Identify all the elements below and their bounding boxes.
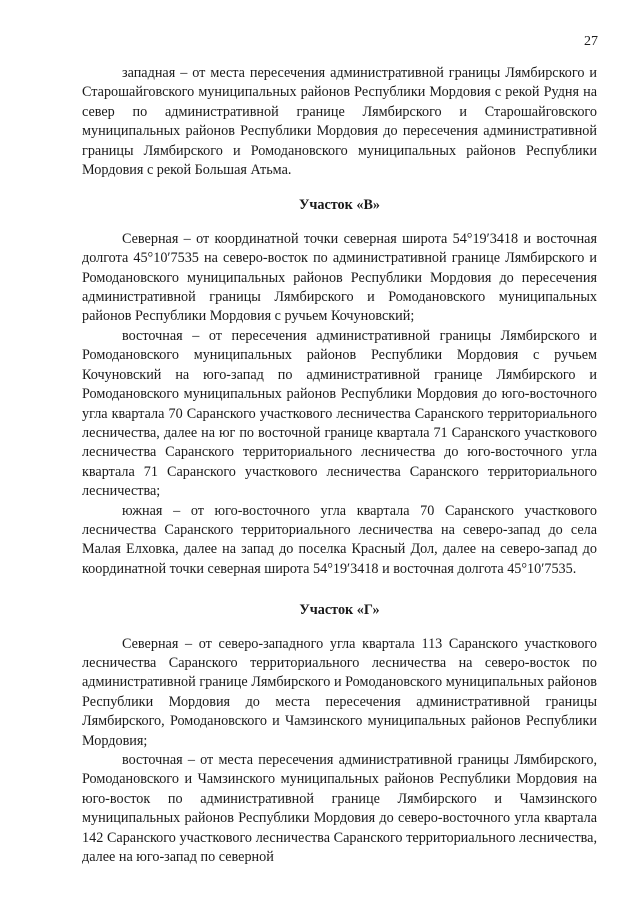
section-heading-b: Участок «В»	[298, 197, 381, 214]
section-g-paragraph-north: Северная – от северо-западного угла квартала 113 Саранского участкового лесничества Саранского территориального лесничества на северо-восток по административной границе Лямбирского и Ромодановского муниципальных районов Республики Мордовия до места пересечения административной границы Лямбирского, Ромодановского и Чамзинского муниципальных районов Республики Мордовия;	[82, 635, 597, 749]
section-b-paragraph-east: восточная – от пересечения административной границы Лямбирского и Ромодановского муниципальных районов Республики Мордовия с ручьем Кочуновский на юго-запад по административной границе Лямбирского и Ромодановского муниципальных районов Республики Мордовия до юго-восточного угла квартала 70 Саранского участкового лесничества Саранского территориального лесничества, далее на юг по восточной границе квартала 71 Саранского участкового лесничества Саранского территориального лесничества до юго-восточного угла квартала 71 Саранского участкового лесничества Саранского территориального лесничества;	[82, 327, 597, 500]
section-heading-g: Участок «Г»	[299, 602, 380, 619]
intro-paragraph: западная – от места пересечения административной границы Лямбирского и Старошайговского муниципальных районов Республики Мордовия с рекой Рудня на север по административной границе Лямбирского и Старошайговского муниципальных районов Республики Мордовия до пересечения административной границы Лямбирского и Ромодановского муниципальных районов Республики Мордовия с рекой Большая Атьма.	[82, 65, 597, 179]
section-b-paragraph-south: южная – от юго-восточного угла квартала 70 Саранского участкового лесничества Саранского территориального лесничества на северо-запад до села Малая Елховка, далее на запад до поселка Красный Дол, далее на северо-запад до координатной точки северная широта 54°19′3418 и восточная долгота 45°10′7535.	[82, 502, 597, 577]
section-g-paragraph-east: восточная – от места пересечения административной границы Лямбирского, Ромодановского и Чамзинского муниципальных районов Республики Мордовия на юго-восток по административной границе Лямбирского и Чамзинского муниципальных районов Республики Мордовия до северо-восточного угла квартала 142 Саранского участкового лесничества Саранского территориального лесничества, далее на юго-запад по северной	[82, 752, 597, 866]
section-b-paragraph-north: Северная – от координатной точки северная широта 54°19′3418 и восточная долгота 45°10′7535 на северо-восток по административной границе Лямбирского и Ромодановского муниципальных районов Республики Мордовия до пересечения административной границы Лямбирского и Ромодановского муниципальных районов Республики Мордовия с ручьем Кочуновский;	[82, 230, 597, 325]
page-number: 27	[584, 34, 598, 49]
document-body	[82, 64, 597, 867]
